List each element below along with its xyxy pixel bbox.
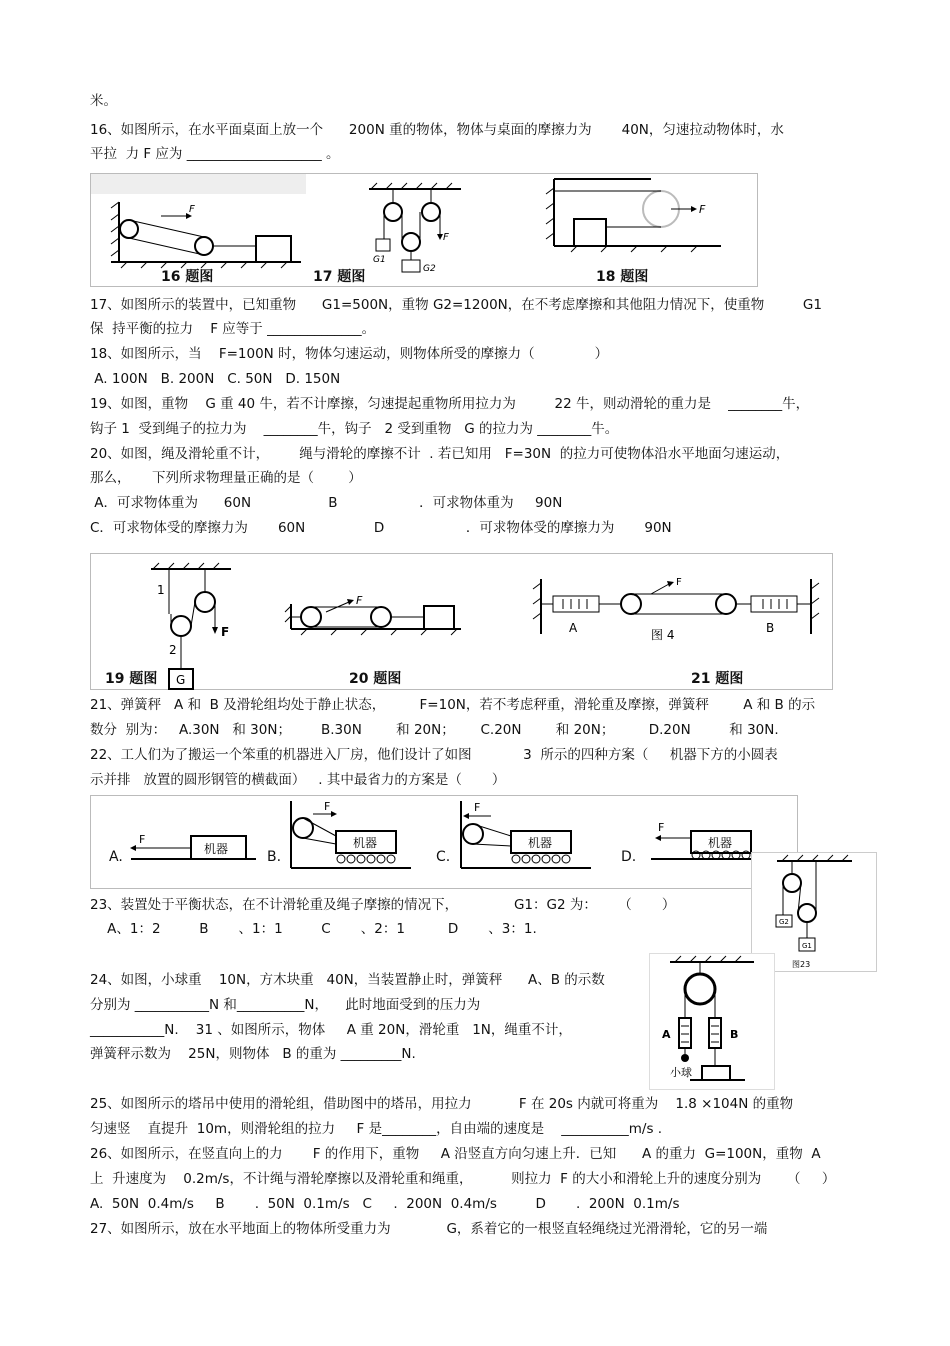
g1-label-23: G1 [802,942,812,950]
question-19-line-1: 19、如图，重物 G 重 40 牛，若不计摩擦，匀速提起重物所用拉力为 22 牛，则动滑轮的重力是 ________牛， [90,396,810,412]
question-20-line-2: 那么， 下列所求物理量正确的是（ ） [90,470,362,486]
question-22-line-1: 22、工人们为了搬运一个笨重的机器进入厂房，他们设计了如图 3 所示的四种方案（ 机器下方的小圆表 [90,747,778,763]
question-20-line-1: 20、如图，绳及滑轮重不计， 绳与滑轮的摩擦不计 . 若已知用 F=30N 的拉力可使物体沿水平地面匀速运动， [90,446,790,462]
force-label-b: F [324,800,331,813]
question-26-options: A. 50N 0.4m/s B . 50N 0.1m/s C . 200N 0.4m/s D . 200N 0.1m/s [90,1196,680,1212]
hook-1-label: 1 [157,583,165,597]
figure-22-schemes [91,796,797,888]
question-23-line-1: 23、装置处于平衡状态，在不计滑轮重及绳子摩擦的情况下， G1：G2 为： （ ） [90,897,676,913]
caption-21: 21 题图 [691,671,744,687]
question-31-line-2: 弹簧秤示数为 25N，则物体 B 的重为 _________N. [90,1046,416,1062]
spring-b-24: B [730,1028,739,1041]
figure-row-16-18 [90,173,758,287]
figure-row-19-21 [90,553,833,690]
force-label-f20: F [356,594,363,607]
question-25-line-2: 匀速竖 直提升 10m，则滑轮组的拉力 F 是________，自由端的速度是 __________m/s . [90,1121,663,1137]
figure-24 [649,953,775,1090]
question-19-line-2: 钩子 1 受到绳子的拉力为 ________牛，钩子 2 受到重物 G 的拉力为 ________牛。 [90,421,619,437]
force-label-d: F [658,821,665,834]
scheme-c-label: C. [436,849,451,865]
question-18-options: A. 100N B. 200N C. 50N D. 150N [90,371,341,387]
g1-label-17: G1 [373,255,386,265]
question-27-line-1: 27、如图所示，放在水平地面上的物体所受重力为 G，系着它的一根竖直轻绳绕过光滑滑轮，它的另一端 [90,1221,768,1237]
question-17-line-1: 17、如图所示的装置中，已知重物 G1=500N，重物 G2=1200N，在不考虑摩擦和其他阻力情况下，使重物 G1 [90,297,822,313]
question-23-options: A、1：2 B 、1：1 C 、2：1 D 、3：1. [90,921,537,937]
machine-a-label: 机器 [204,842,229,856]
caption-19: 19 题图 [105,671,158,687]
g2-label-23: G2 [779,918,789,926]
force-label-f21: F [676,577,682,588]
figure-23-label: 图23 [792,960,811,969]
spring-a-24: A [662,1028,671,1041]
scheme-a-label: A. [109,849,123,865]
text-line-1: 米。 [90,93,117,109]
caption-20: 20 题图 [349,671,402,687]
machine-d-label: 机器 [708,836,733,850]
hook-2-label: 2 [169,643,177,657]
caption-16: 16 题图 [161,269,214,285]
force-label-c: F [474,801,481,814]
scheme-b-label: B. [267,849,282,865]
question-21-options: 数分 别为： A.30N 和 30N； B.30N 和 20N； C.20N 和 20N； D.20N 和 30N. [90,722,779,738]
figure-24-springs [650,954,774,1089]
question-25-line-1: 25、如图所示的塔吊中使用的滑轮组，借助图中的塔吊，用拉力 F 在 20s 内就可将重为 1.8 ×104N 的重物 [90,1096,794,1112]
spring-b-label: B [766,621,775,635]
machine-b-label: 机器 [353,836,378,850]
question-26-line-2: 上 升速度为 0.2m/s，不计绳与滑轮摩擦以及滑轮重和绳重， 则拉力 F 的大小和滑轮上升的速度分别为 （ ） [90,1171,836,1187]
question-17-line-2: 保 持平衡的拉力 F 应等于 ______________。 [90,321,376,337]
machine-c-label: 机器 [528,836,553,850]
weight-g-label: G [176,673,186,687]
figure-row-22 [90,795,798,889]
question-24-line-3: ___________N. 31 、如图所示，物体 A 重 20N，滑轮重 1N，绳重不计， [90,1022,572,1038]
question-20-option-ab: A．可求物体重为 60N B ．可求物体重为 90N [90,495,563,511]
force-label-f16: F [189,204,195,215]
force-label-f17: F [443,232,449,243]
question-18-line-1: 18、如图所示，当 F=100N 时，物体匀速运动，则物体所受的摩擦力（ ） [90,346,609,362]
question-16-line-2: 平拉 力 F 应为 ____________________ 。 [90,146,340,162]
question-16-line-1: 16、如图所示，在水平面桌面上放一个 200N 重的物体，物体与桌面的摩擦力为 40N，匀速拉动物体时，水 [90,122,784,138]
force-label-f18: F [699,203,706,216]
caption-18: 18 题图 [596,269,649,285]
question-21-line-1: 21、弹簧秤 A 和 B 及滑轮组均处于静止状态， F=10N，若不考虑秤重，滑轮重及摩擦，弹簧秤 A 和 B 的示 [90,697,816,713]
force-label-f19: F [221,625,230,639]
question-26-line-1: 26、如图所示，在竖直向上的力 F 的作用下，重物 A 沿竖直方向匀速上升．已知 A 的重力 G=100N，重物 A [90,1146,821,1162]
figure-4-label: 图 4 [651,628,675,642]
force-label-a: F [139,833,146,846]
spring-a-label: A [569,621,578,635]
question-22-line-2: 示并排 放置的圆形钢管的横截面） . 其中最省力的方案是（ ） [90,772,506,788]
question-24-line-2: 分别为 ___________N 和__________N， 此时地面受到的压力为 [90,997,481,1013]
question-24-line-1: 24、如图，小球重 10N，方木块重 40N，当装置静止时，弹簧秤 A、B 的示数 [90,972,605,988]
g2-label-17: G2 [423,264,436,274]
scheme-d-label: D. [621,849,637,865]
ball-label: 小球 [670,1066,692,1079]
caption-17: 17 题图 [313,269,366,285]
question-20-option-cd: C．可求物体受的摩擦力为 60N D ．可求物体受的摩擦力为 90N [90,520,672,536]
